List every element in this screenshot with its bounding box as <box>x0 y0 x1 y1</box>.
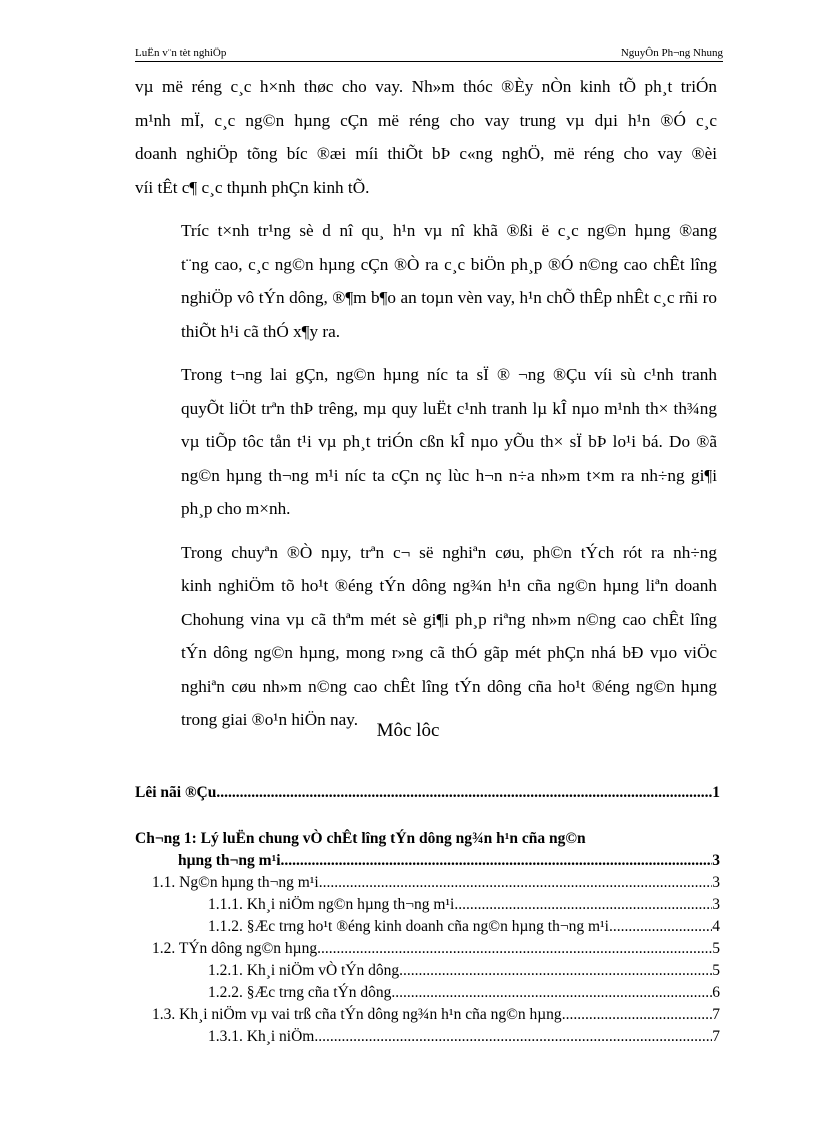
toc-title: Môc lôc <box>376 720 440 741</box>
toc-page-number: 4 <box>712 918 720 935</box>
toc-page-number: 3 <box>712 896 720 913</box>
toc-dot-leader <box>609 918 712 936</box>
toc-entry-title: 1.2.2. §Æc trng cña tÝn dông <box>208 984 392 1001</box>
toc-dot-leader <box>391 984 712 1002</box>
header-author-name: NguyÔn Ph¬ng Nhung <box>620 47 723 59</box>
paragraph-line: quyÕt liÖt trªn thÞ trêng, mµ quy luËt c¹nh tranh lµ kÎ nµo m¹nh th× th¾ng <box>181 398 717 418</box>
toc-entry <box>152 1006 720 1024</box>
toc-dot-leader <box>281 852 713 870</box>
toc-dot-leader <box>319 874 713 892</box>
toc-entry <box>208 984 720 1002</box>
paragraph-line: Chohung vina vµ cã thªm mét sè gi¶i ph¸p riªng nh»m n©ng cao chÊt lîng <box>181 609 717 629</box>
paragraph-line: trong giai ®o¹n hiÖn nay. <box>181 710 359 729</box>
header-thesis-label: LuËn v¨n tèt nghiÖp <box>135 47 227 59</box>
toc-entry <box>208 918 720 936</box>
toc-entry <box>135 830 720 848</box>
toc-entry-title: 1.2.1. Kh¸i niÖm vÒ tÝn dông <box>208 962 400 979</box>
toc-entry <box>208 896 720 914</box>
paragraph-line: Trong chuyªn ®Ò nµy, trªn c¬ së nghiªn cøu, ph©n tÝch rót ra nh÷ng <box>181 542 717 562</box>
toc-page-number: 5 <box>712 940 720 957</box>
paragraph-line: vµ më réng c¸c h×nh thøc cho vay. Nh»m thóc ®Èy nÒn kinh tÕ ph¸t triÓn <box>135 77 717 96</box>
paragraph <box>135 536 717 737</box>
toc-entry <box>152 940 720 958</box>
paragraph-line: ng©n hµng th¬ng m¹i níc ta cÇn nç lùc h¬n n÷a nh»m t×m ra nh÷ng gi¶i <box>181 465 717 485</box>
toc-entry <box>208 1028 720 1046</box>
header-rule <box>135 61 723 62</box>
paragraph-line: nghiÖp vô tÝn dông, ®¶m b¶o an toµn vèn vay, h¹n chÕ thÊp nhÊt c¸c rñi ro <box>181 288 717 307</box>
paragraph <box>135 358 717 526</box>
toc-dot-leader <box>399 962 712 980</box>
toc-entry <box>135 784 720 802</box>
toc-entry <box>178 852 720 870</box>
toc-entry-title: 1.2. TÝn dông ng©n hµng <box>152 940 318 957</box>
paragraph-line: vµ tiÕp tôc tån t¹i vµ ph¸t triÓn cßn kÎ nµo yÕu th× sÏ bÞ lo¹i bá. Do ®ã <box>181 432 717 451</box>
paragraph-line: víi tÊt c¶ c¸c thµnh phÇn kinh tÕ. <box>135 177 370 197</box>
toc-dot-leader <box>317 940 712 958</box>
page-header <box>135 43 723 63</box>
toc-page-number: 7 <box>712 1006 720 1023</box>
toc-dot-leader <box>562 1006 713 1024</box>
toc-entry-title: 1.1.1. Kh¸i niÖm ng©n hµng th¬ng m¹i <box>208 896 455 913</box>
toc-entry <box>152 874 720 892</box>
toc-page-number: 3 <box>712 852 720 869</box>
paragraph-line: kinh nghiÖm tõ ho¹t ®éng tÝn dông ng¾n h¹n cña ng©n hµng liªn doanh <box>181 576 717 595</box>
paragraph-line: nghiªn cøu nh»m n©ng cao chÊt lîng tÝn dông cña ho¹t ®éng ng©n hµng <box>181 676 717 696</box>
paragraph-line: doanh nghiÖp tõng bíc ®æi míi thiÕt bÞ c«ng nghÖ, më réng cho vay ®èi <box>135 144 717 163</box>
paragraph-line: m¹nh mÏ, c¸c ng©n hµng cÇn më réng cho vay trung vµ dµi h¹n ®Ó c¸c <box>135 110 717 130</box>
paragraph <box>135 70 717 204</box>
paragraph-line: thiÕt h¹i cã thÓ x¶y ra. <box>181 321 341 341</box>
toc-entry-title: 1.3. Kh¸i niÖm vµ vai trß cña tÝn dông ng¾n h¹n cña ng©n hµng <box>152 1006 562 1023</box>
body-text <box>135 70 717 747</box>
paragraph-line: Trong t¬ng lai gÇn, ng©n hµng níc ta sÏ ® ¬ng ®Çu víi sù c¹nh tranh <box>181 365 717 384</box>
toc-entry-title: 1.3.1. Kh¸i niÖm <box>208 1028 315 1045</box>
paragraph-line: ph¸p cho m×nh. <box>181 499 291 518</box>
paragraph <box>135 214 717 348</box>
toc-entry-title: 1.1. Ng©n hµng th¬ng m¹i <box>152 874 319 891</box>
paragraph-line: tÝn dông ng©n hµng, mong r»ng cã thÓ gãp mét phÇn nhá bÐ vµo viÖc <box>181 643 717 662</box>
toc-entry-title: Lêi nãi ®Çu <box>135 784 217 801</box>
toc-page-number: 7 <box>712 1028 720 1045</box>
toc-entry-title: hµng th¬ng m¹i <box>178 852 281 869</box>
toc-page-number: 3 <box>712 874 720 891</box>
toc-entry-title: Ch¬ng 1: Lý luËn chung vÒ chÊt lîng tÝn dông ng¾n h¹n cña ng©n <box>135 830 586 847</box>
toc-dot-leader <box>454 896 712 914</box>
toc-page-number: 6 <box>712 984 720 1001</box>
paragraph-line: Tríc t×nh tr¹ng sè d nî qu¸ h¹n vµ nî khã ®ßi ë c¸c ng©n hµng ®ang <box>181 221 717 240</box>
toc-entry-title: 1.1.2. §Æc trng ho¹t ®éng kinh doanh cña ng©n hµng th¬ng m¹i <box>208 918 609 935</box>
toc-dot-leader <box>314 1028 712 1046</box>
toc-entry <box>208 962 720 980</box>
toc-dot-leader <box>216 784 712 802</box>
paragraph-line: t¨ng cao, c¸c ng©n hµng cÇn ®Ò ra c¸c biÖn ph¸p ®Ó n©ng cao chÊt lîng <box>181 254 717 274</box>
toc-page-number: 5 <box>712 962 720 979</box>
toc-page-number: 1 <box>712 784 720 801</box>
